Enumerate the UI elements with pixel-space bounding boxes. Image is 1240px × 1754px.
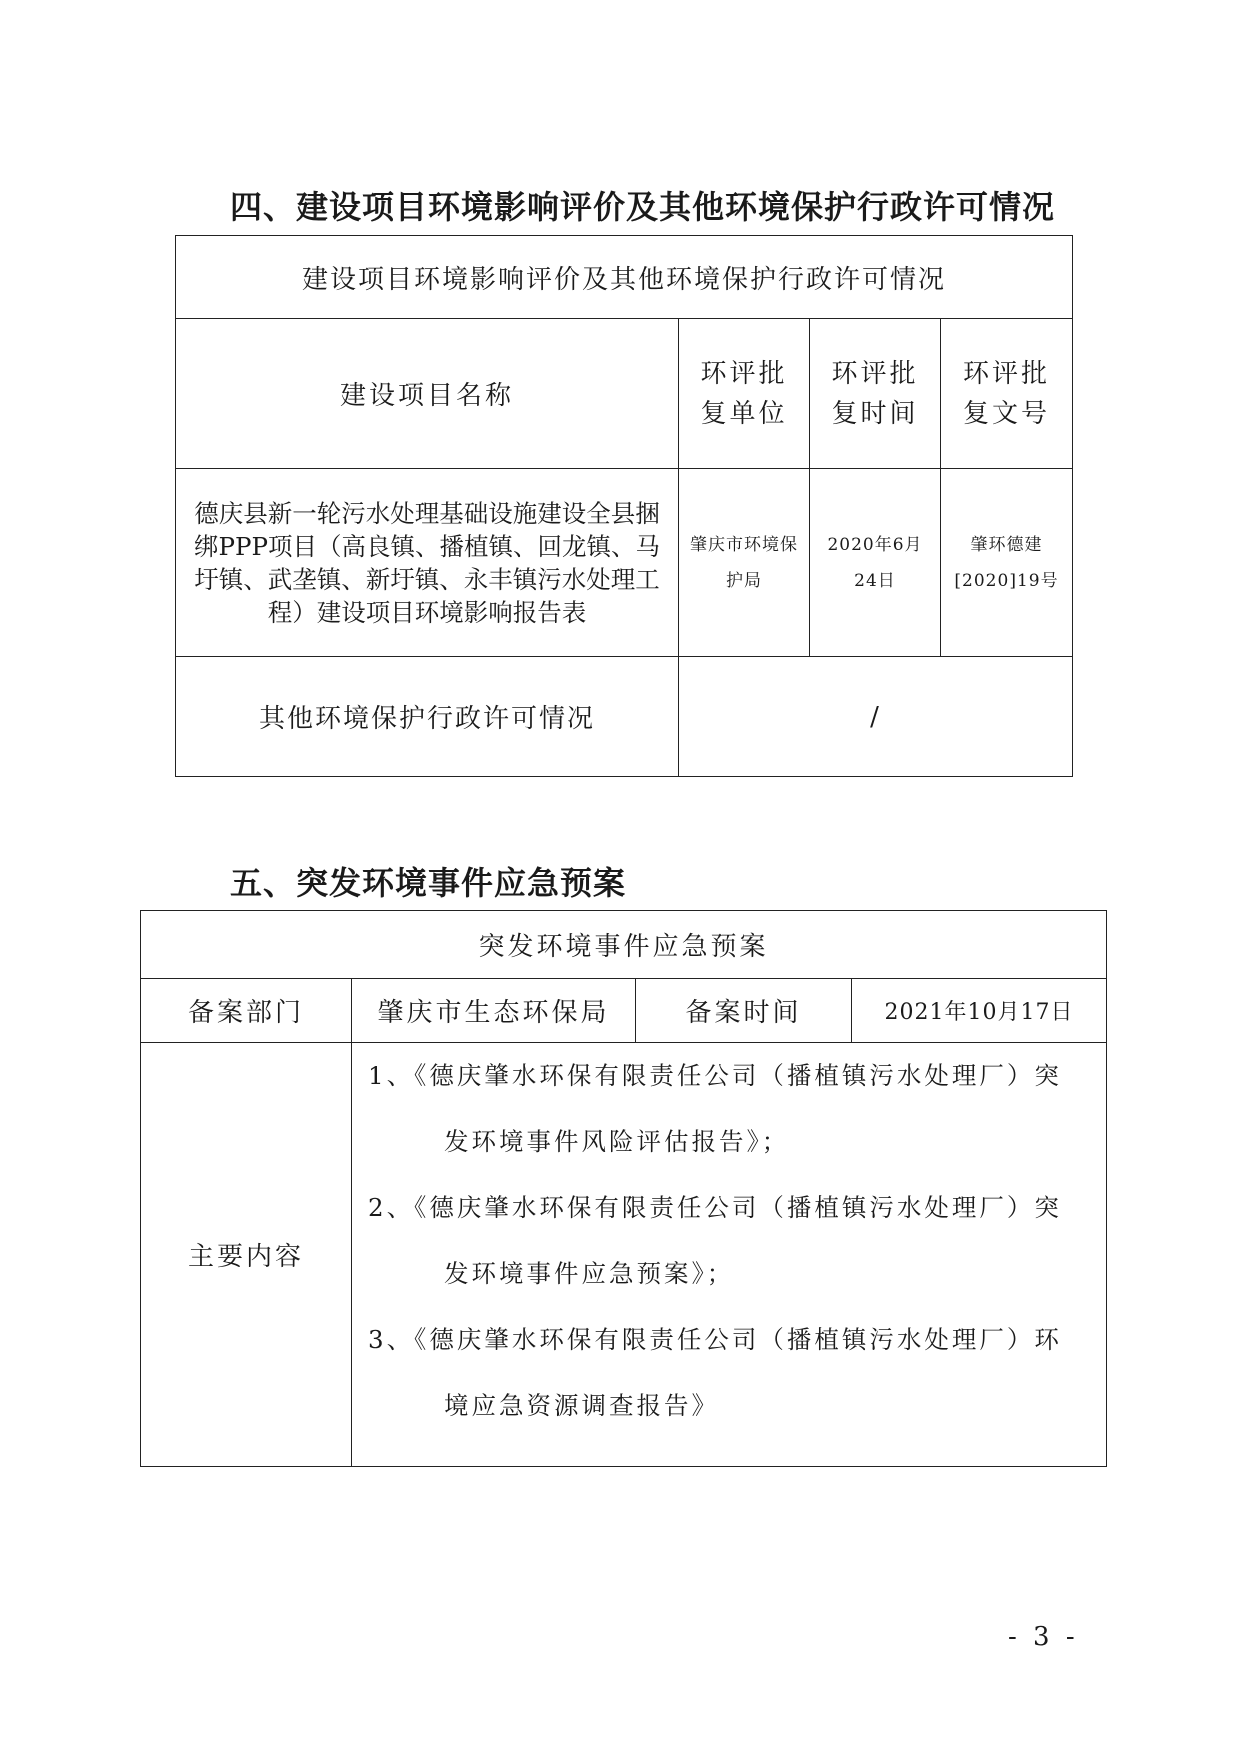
emergency-plan-title: 突发环境事件应急预案 xyxy=(141,911,1107,979)
list-item-line: 发环境事件应急预案》； xyxy=(444,1259,735,1288)
filing-time-value: 2021年10月17日 xyxy=(852,979,1107,1043)
list-item-line: 3、《德庆肇水环保有限责任公司（播植镇污水处理厂）环 xyxy=(368,1325,1062,1354)
col-approval-unit: 环评批复单位 xyxy=(679,319,810,469)
list-item-line: 1、《德庆肇水环保有限责任公司（播植镇污水处理厂）突 xyxy=(368,1061,1062,1090)
emergency-plan-table xyxy=(140,910,1107,1467)
col-project-name: 建设项目名称 xyxy=(176,319,679,469)
approval-time-cell: 2020年6月24日 xyxy=(810,469,941,657)
eia-table-title: 建设项目环境影响评价及其他环境保护行政许可情况 xyxy=(176,236,1073,319)
other-permit-label: 其他环境保护行政许可情况 xyxy=(176,657,679,777)
col-approval-doc: 环评批复文号 xyxy=(941,319,1073,469)
page-number: - 3 - xyxy=(1008,1622,1079,1652)
list-item xyxy=(364,1175,1094,1307)
filing-dept-value: 肇庆市生态环保局 xyxy=(352,979,636,1043)
list-item-line: 境应急资源调查报告》 xyxy=(444,1391,719,1420)
filing-dept-label: 备案部门 xyxy=(141,979,352,1043)
list-item xyxy=(364,1307,1094,1439)
approval-unit-cell: 肇庆市环境保护局 xyxy=(679,469,810,657)
project-name-cell: 德庆县新一轮污水处理基础设施建设全县捆绑PPP项目（高良镇、播植镇、回龙镇、马圩镇、武垄镇、新圩镇、永丰镇污水处理工程）建设项目环境影响报告表 xyxy=(176,469,679,657)
col-approval-time: 环评批复时间 xyxy=(810,319,941,469)
main-content-label: 主要内容 xyxy=(141,1043,352,1467)
list-item xyxy=(364,1043,1094,1175)
main-content-list xyxy=(352,1043,1107,1467)
list-item-line: 发环境事件风险评估报告》； xyxy=(444,1127,790,1156)
section4-heading: 四、建设项目环境影响评价及其他环境保护行政许可情况 xyxy=(230,188,1056,226)
section5-heading: 五、突发环境事件应急预案 xyxy=(230,864,627,902)
approval-doc-cell: 肇环德建[2020]19号 xyxy=(941,469,1073,657)
other-permit-value: / xyxy=(679,657,1073,777)
filing-time-label: 备案时间 xyxy=(636,979,852,1043)
eia-table xyxy=(175,235,1073,777)
list-item-line: 2、《德庆肇水环保有限责任公司（播植镇污水处理厂）突 xyxy=(368,1193,1062,1222)
